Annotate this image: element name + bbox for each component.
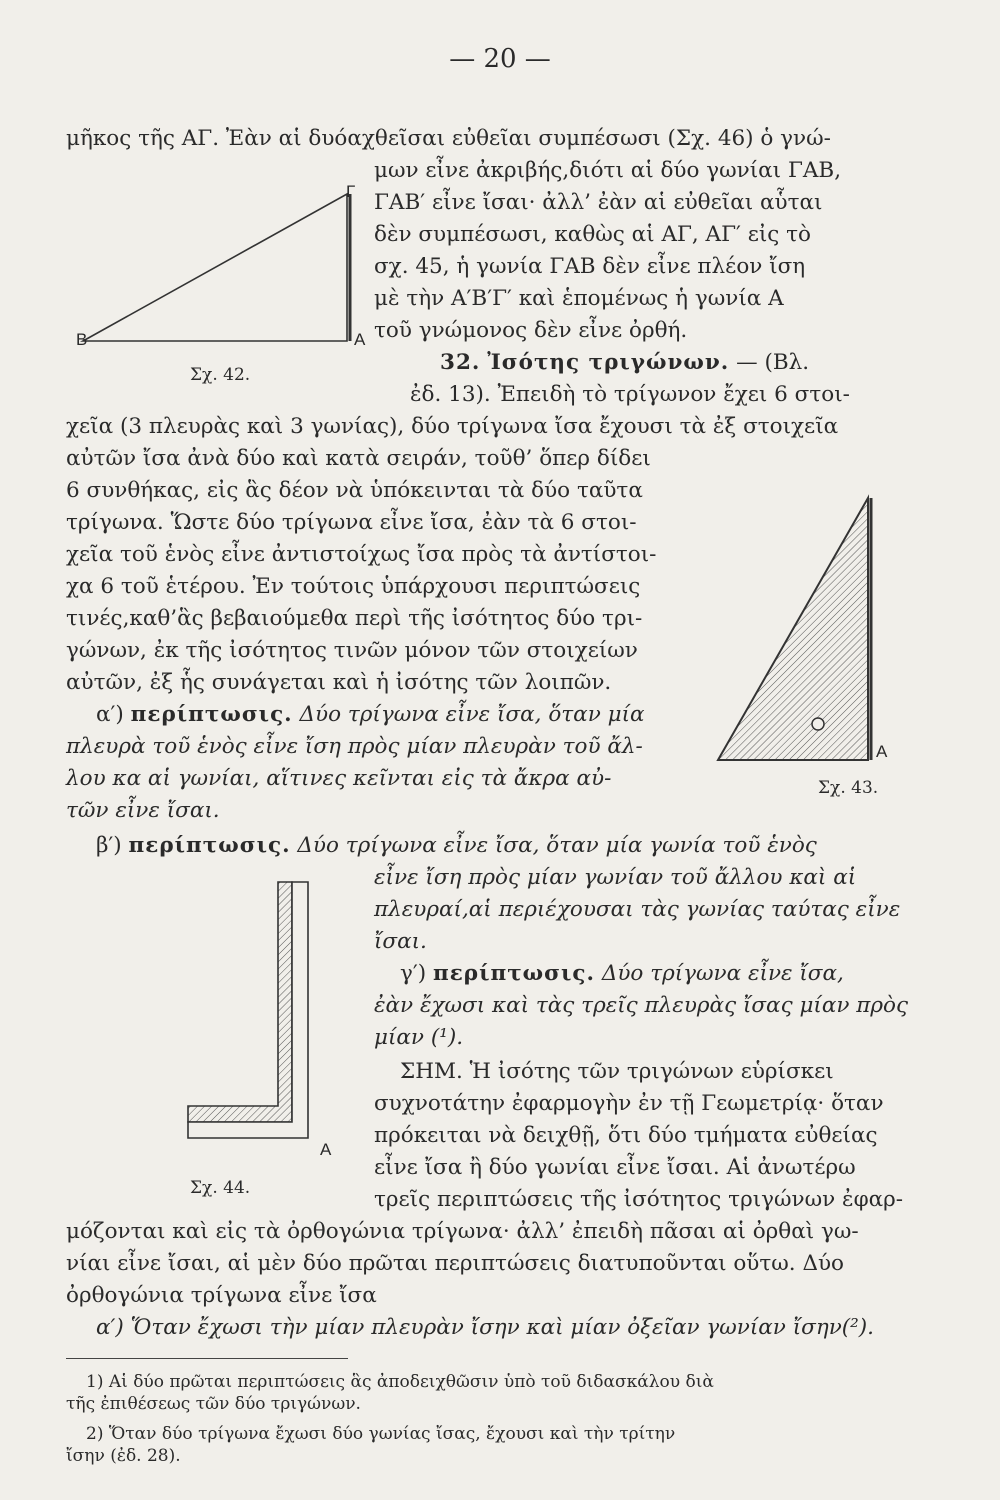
footnote-1-line-2: τῆς ἐπιθέσεως τῶν δύο τριγώνων. — [66, 1394, 361, 1414]
footnote-2-line-2: ἴσην (ἐδ. 28). — [66, 1446, 181, 1466]
figure-44 — [200, 870, 340, 1170]
section-32-number: 32. — [440, 350, 481, 375]
text-line-19: λου κα αἱ γωνίαι, αἵτινες κεῖνται εἰς τὰ ἄκρα αὐ- — [66, 766, 612, 791]
remark-heading — [400, 1061, 834, 1083]
text-line-22: πλευραί,αἱ περιέχουσαι τὰς γωνίας ταύτας εἶνε — [374, 897, 901, 922]
case-gamma-heading — [400, 963, 844, 985]
section-32-ref: — (Βλ. — [736, 350, 810, 375]
text-line-23: ἴσαι. — [374, 929, 427, 954]
text-line-32: ὀρθογώνια τρίγωνα εἶνε ἴσα — [66, 1283, 377, 1308]
figure-43 — [700, 488, 900, 778]
case-beta-label: β′) — [96, 833, 122, 858]
text-line-20: τῶν εἶνε ἴσαι. — [66, 798, 220, 823]
text-line-5: σχ. 45, ἡ γωνία ΓΑΒ δὲν εἶνε πλέον ἴση — [374, 254, 806, 279]
text-line-17: αὐτῶν, ἐξ ἧς συνάγεται καὶ ἡ ἰσότης τῶν λοιπῶν. — [66, 670, 612, 695]
fig42-label-b: B — [76, 330, 88, 349]
text-line-12: τρίγωνα. Ὥστε δύο τρίγωνα εἶνε ἴσα, ἐὰν τὰ 6 στοι- — [66, 510, 637, 535]
text-line-16: γώνων, ἐκ τῆς ἰσότητος τινῶν μόνον τῶν στοιχείων — [66, 638, 638, 663]
text-line-18: πλευρὰ τοῦ ἑνὸς εἶνε ἴση πρὸς μίαν πλευρὰν τοῦ ἄλ- — [66, 734, 643, 759]
fig43-label-a: A — [876, 742, 888, 761]
text-line-9: χεῖα (3 πλευρὰς καὶ 3 γωνίας), δύο τρίγωνα ἴσα ἔχουσι τὰ ἐξ στοιχεῖα — [66, 414, 839, 439]
text-line-13: χεῖα τοῦ ἑνὸς εἶνε ἀντιστοίχως ἴσα πρὸς τὰ ἀντίστοι- — [66, 542, 657, 567]
text-line-33: α′) Ὅταν ἔχωσι τὴν μίαν πλευρὰν ἴσην καὶ μίαν ὀξεῖαν γωνίαν ἴσην(²). — [96, 1315, 874, 1340]
fig44-label-a: A — [320, 1140, 332, 1159]
text-line-4: δὲν συμπέσωσι, καθὼς αἱ ΑΓ, ΑΓ′ εἰς τὸ — [374, 222, 812, 247]
page-number: — 20 — — [449, 44, 551, 74]
text-line-21: εἶνε ἴση πρὸς μίαν γωνίαν τοῦ ἄλλου καὶ αἱ — [374, 865, 857, 890]
section-32-heading — [440, 352, 809, 374]
remark-label: ΣΗΜ. — [400, 1059, 463, 1084]
fig42-label-a: A — [354, 330, 366, 349]
footnote-1-line-1: 1) Αἱ δύο πρῶται περιπτώσεις ἃς ἀποδειχθῶσιν ὑπὸ τοῦ διδασκάλου διὰ — [86, 1372, 714, 1392]
fig42-caption: Σχ. 42. — [190, 365, 251, 385]
text-line-2: μων εἶνε ἀκριβής,διότι αἱ δύο γωνίαι ΓΑΒ, — [374, 158, 842, 183]
case-beta-keyword: περίπτωσις. — [128, 833, 291, 858]
case-alpha-keyword: περίπτωσις. — [130, 702, 293, 727]
case-alpha-text: Δύο τρίγωνα εἶνε ἴσα, ὅταν μία — [299, 702, 645, 727]
section-32-title: Ἰσότης τριγώνων. — [487, 350, 730, 375]
text-line-24: ἐὰν ἔχωσι καὶ τὰς τρεῖς πλευρὰς ἴσας μίαν πρὸς — [374, 993, 909, 1018]
text-line-3: ΓΑΒ′ εἶνε ἴσαι· ἀλλ’ ἐὰν αἱ εὐθεῖαι αὗται — [374, 190, 823, 215]
remark-text: Ἡ ἰσότης τῶν τριγώνων εὑρίσκει — [469, 1059, 834, 1084]
case-gamma-label: γ′) — [400, 961, 427, 986]
text-line-30: μόζονται καὶ εἰς τὰ ὀρθογώνια τρίγωνα· ἀλλ’ ἐπειδὴ πᾶσαι αἱ ὀρθαὶ γω- — [66, 1219, 859, 1244]
text-line-6: μὲ τὴν Α′Β′Γ′ καὶ ἑπομένως ἡ γωνία Α — [374, 286, 784, 311]
case-beta-text: Δύο τρίγωνα εἶνε ἴσα, ὅταν μία γωνία τοῦ ἑνὸς — [297, 833, 817, 858]
footnote-2-line-1: 2) Ὅταν δύο τρίγωνα ἔχωσι δύο γωνίας ἴσας, ἔχουσι καὶ τὴν τρίτην — [86, 1424, 676, 1444]
text-line-8: ἐδ. 13). Ἐπειδὴ τὸ τρίγωνον ἔχει 6 στοι- — [410, 382, 850, 407]
case-gamma-text: Δύο τρίγωνα εἶνε ἴσα, — [601, 961, 844, 986]
text-line-11: 6 συνθήκας, εἰς ἃς δέον νὰ ὑπόκεινται τὰ δύο ταῦτα — [66, 478, 643, 503]
text-line-29: τρεῖς περιπτώσεις τῆς ἰσότητος τριγώνων ἐφαρ- — [374, 1187, 904, 1212]
fig43-caption: Σχ. 43. — [818, 778, 879, 798]
text-line-26: συχνοτάτην ἐφαρμογὴν ἐν τῇ Γεωμετρίᾳ· ὅταν — [374, 1091, 884, 1116]
fig42-label-g: Γ — [346, 182, 356, 201]
text-line-10: αὐτῶν ἴσα ἀνὰ δύο καὶ κατὰ σειράν, τοῦθ’ ὅπερ δίδει — [66, 446, 651, 471]
text-line-14: χα 6 τοῦ ἑτέρου. Ἐν τούτοις ὑπάρχουσι περιπτώσεις — [66, 574, 641, 599]
case-alpha-label: α′) — [96, 702, 124, 727]
text-line-31: νίαι εἶνε ἴσαι, αἱ μὲν δύο πρῶται περιπτώσεις διατυποῦνται οὕτω. Δύο — [66, 1251, 844, 1276]
text-line-1: μῆκος τῆς ΑΓ. Ἐὰν αἱ δυόαχθεῖσαι εὐθεῖαι συμπέσωσι (Σχ. 46) ὁ γνώ- — [66, 126, 831, 151]
text-line-25: μίαν (¹). — [374, 1025, 464, 1050]
text-line-27: πρόκειται νὰ δειχθῇ, ὅτι δύο τμήματα εὐθείας — [374, 1123, 878, 1148]
text-line-28: εἶνε ἴσα ἢ δύο γωνίαι εἶνε ἴσαι. Αἱ ἀνωτέρω — [374, 1155, 856, 1180]
figure-42 — [60, 178, 380, 378]
case-alpha-heading — [96, 704, 645, 726]
footnote-divider — [66, 1358, 348, 1359]
case-gamma-keyword: περίπτωσις. — [432, 961, 595, 986]
text-line-7: τοῦ γνώμονος δὲν εἶνε ὀρθή. — [374, 318, 688, 343]
text-line-15: τινές,καθ’ἃς βεβαιούμεθα περὶ τῆς ἰσότητος δύο τρι- — [66, 606, 643, 631]
fig44-caption: Σχ. 44. — [190, 1178, 251, 1198]
case-beta-heading — [96, 835, 817, 857]
